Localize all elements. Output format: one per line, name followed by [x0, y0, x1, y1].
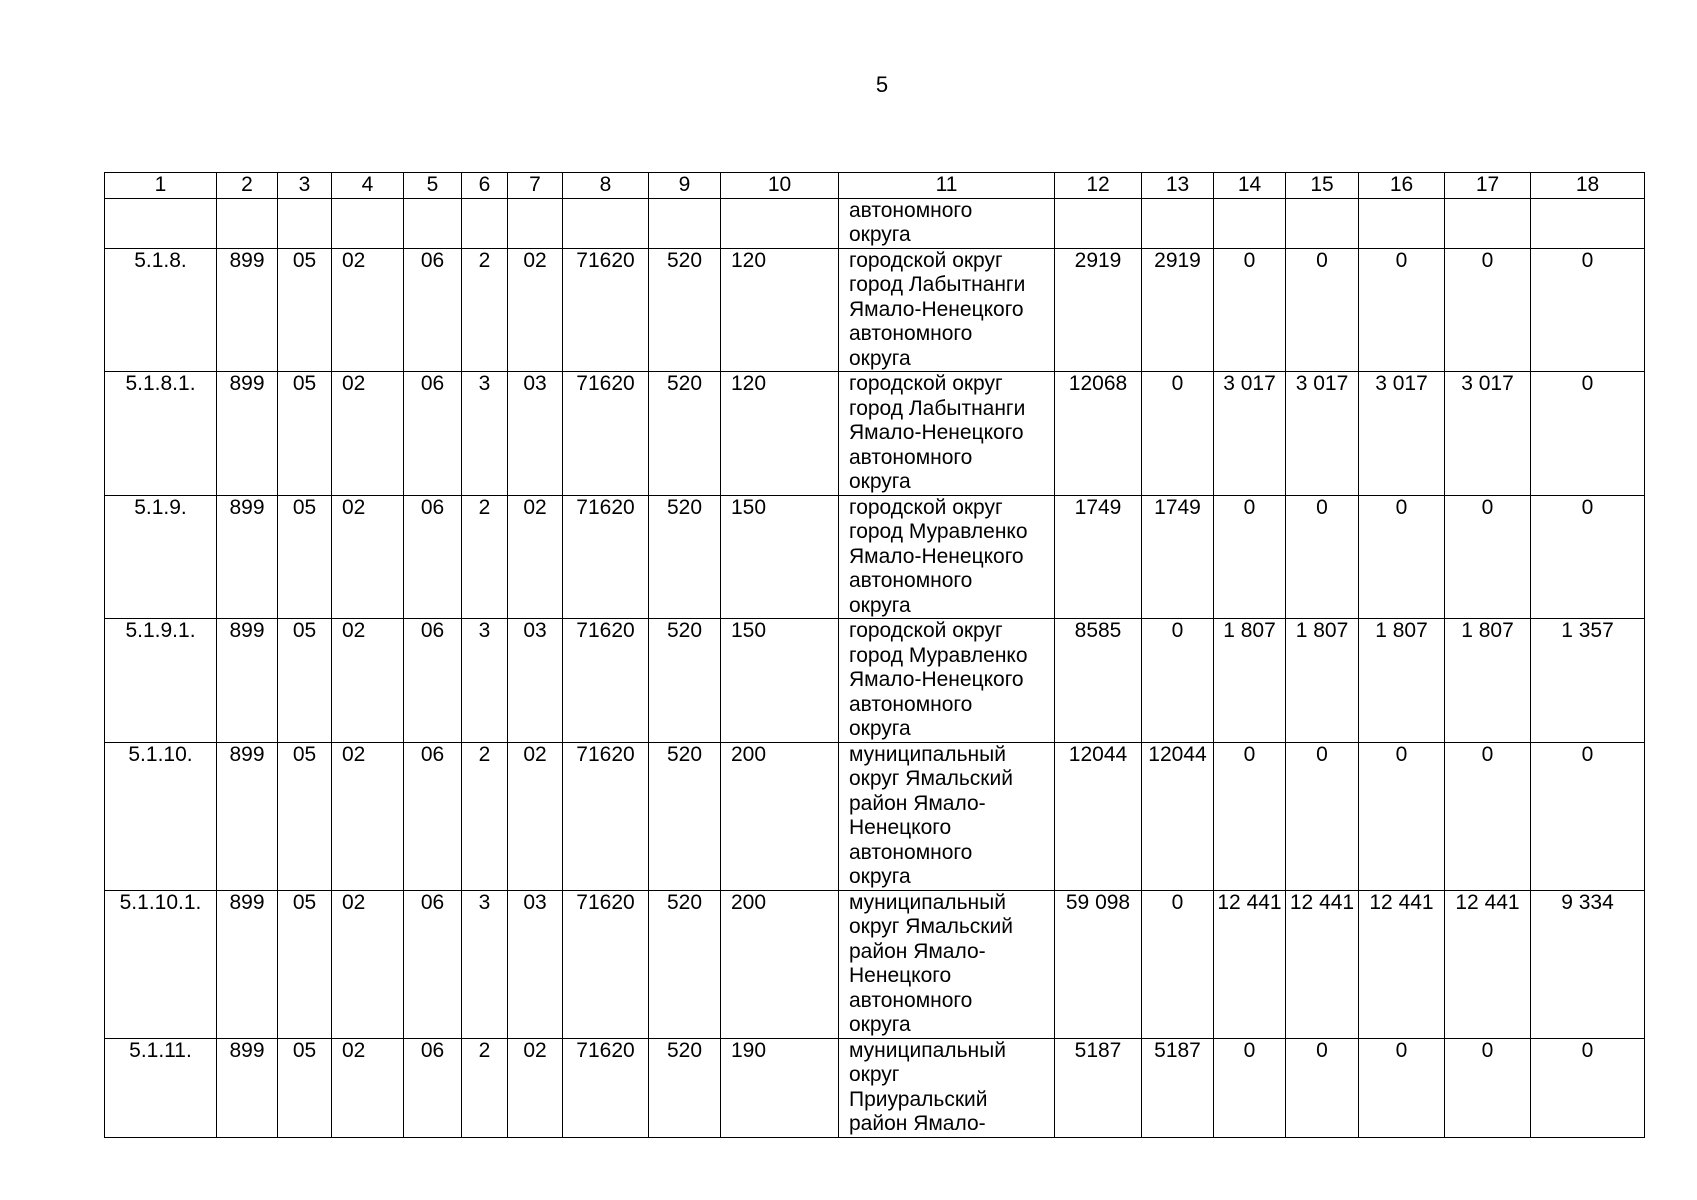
amount-cell: 8585 — [1055, 619, 1142, 743]
description-line: город Муравленко — [849, 643, 1028, 667]
amount-cell: 5187 — [1142, 1038, 1214, 1137]
page-number: 5 — [875, 72, 889, 97]
amount-cell: 0 — [1214, 742, 1286, 890]
code-cell: 06 — [404, 619, 462, 743]
amount-cell: 12044 — [1142, 742, 1214, 890]
amount-cell: 1749 — [1055, 495, 1142, 619]
description-cell — [839, 619, 1055, 743]
description-line: городской округ — [849, 248, 1003, 272]
code-cell: 899 — [217, 1038, 278, 1137]
code-cell: 200 — [721, 742, 839, 890]
code-cell: 06 — [404, 1038, 462, 1137]
description-line: район Ямало- — [849, 791, 986, 815]
column-number: 8 — [563, 173, 649, 199]
table-body — [105, 248, 1645, 1137]
column-number: 15 — [1286, 173, 1359, 199]
code-cell: 06 — [404, 495, 462, 619]
amount-cell: 0 — [1531, 372, 1645, 496]
amount-cell: 0 — [1531, 495, 1645, 619]
description-line: округа — [849, 865, 911, 888]
amount-cell: 1 807 — [1286, 619, 1359, 743]
table-row — [105, 248, 1645, 372]
code-cell: 520 — [649, 495, 721, 619]
description-line: округ — [849, 1063, 900, 1086]
description-line: город Лабытнанги — [849, 273, 1026, 296]
code-cell: 06 — [404, 742, 462, 890]
code-cell: 05 — [278, 890, 332, 1038]
description-line: округа — [849, 346, 911, 370]
amount-cell: 0 — [1359, 495, 1445, 619]
code-cell: 899 — [217, 495, 278, 619]
description-line: автономного — [849, 198, 973, 222]
amount-cell: 1 807 — [1445, 619, 1531, 743]
row-number-cell: 5.1.10.1. — [105, 890, 217, 1038]
description-line: округа — [849, 717, 911, 740]
code-cell: 520 — [649, 372, 721, 496]
amount-cell: 0 — [1214, 495, 1286, 619]
column-number: 12 — [1055, 173, 1142, 199]
description-line: муниципальный — [849, 1038, 1006, 1062]
description-line: городской округ — [849, 372, 1003, 395]
column-number-row — [105, 173, 1645, 199]
amount-cell: 1 357 — [1531, 619, 1645, 743]
amount-cell: 0 — [1214, 1038, 1286, 1137]
amount-cell: 0 — [1142, 890, 1214, 1038]
description-line: городской округ — [849, 619, 1003, 642]
code-cell: 05 — [278, 742, 332, 890]
amount-cell: 3 017 — [1286, 372, 1359, 496]
amount-cell: 0 — [1286, 742, 1359, 890]
column-number: 10 — [721, 173, 839, 199]
code-cell: 06 — [404, 372, 462, 496]
code-cell: 3 — [462, 372, 508, 496]
description-line: Ненецкого — [849, 964, 952, 987]
description-line: автономного — [849, 569, 973, 592]
code-cell: 03 — [508, 372, 563, 496]
amount-cell: 0 — [1531, 742, 1645, 890]
description-line: округ Ямальский — [849, 915, 1013, 938]
code-cell: 05 — [278, 495, 332, 619]
table-row — [105, 619, 1645, 743]
amount-cell: 3 017 — [1359, 372, 1445, 496]
code-cell: 02 — [332, 248, 404, 372]
code-cell: 71620 — [563, 742, 649, 890]
table-row — [105, 372, 1645, 496]
description-cell — [839, 1038, 1055, 1137]
code-cell: 899 — [217, 248, 278, 372]
code-cell: 150 — [721, 495, 839, 619]
code-cell: 02 — [332, 890, 404, 1038]
description-line: район Ямало- — [849, 1112, 986, 1135]
description-line: городской округ — [849, 495, 1003, 519]
description-cell — [839, 890, 1055, 1038]
amount-cell: 0 — [1142, 619, 1214, 743]
description-cell — [839, 495, 1055, 619]
row-number-cell: 5.1.11. — [105, 1038, 217, 1137]
code-cell: 2 — [462, 742, 508, 890]
amount-cell: 3 017 — [1214, 372, 1286, 496]
amount-cell: 12 441 — [1214, 890, 1286, 1038]
column-number: 1 — [105, 173, 217, 199]
row-number-cell: 5.1.9.1. — [105, 619, 217, 743]
code-cell: 05 — [278, 248, 332, 372]
code-cell: 05 — [278, 1038, 332, 1137]
code-cell: 899 — [217, 742, 278, 890]
amount-cell: 0 — [1445, 1038, 1531, 1137]
column-number: 9 — [649, 173, 721, 199]
amount-cell: 0 — [1214, 248, 1286, 372]
description-line: Ямало-Ненецкого — [849, 544, 1024, 568]
code-cell: 06 — [404, 890, 462, 1038]
amount-cell: 1 807 — [1214, 619, 1286, 743]
code-cell: 2 — [462, 495, 508, 619]
code-cell: 02 — [508, 495, 563, 619]
code-cell: 05 — [278, 619, 332, 743]
budget-table — [104, 172, 1645, 1138]
amount-cell: 12 441 — [1359, 890, 1445, 1038]
table-row — [105, 742, 1645, 890]
description-line: автономного — [849, 840, 973, 864]
table-row — [105, 890, 1645, 1038]
code-cell: 06 — [404, 248, 462, 372]
row-number-cell: 5.1.9. — [105, 495, 217, 619]
description-line: Приуральский — [849, 1087, 988, 1111]
code-cell: 520 — [649, 1038, 721, 1137]
code-cell: 520 — [649, 619, 721, 743]
column-number: 18 — [1531, 173, 1645, 199]
description-line: город Муравленко — [849, 520, 1028, 543]
code-cell: 02 — [332, 495, 404, 619]
column-number: 11 — [839, 173, 1055, 199]
code-cell: 71620 — [563, 248, 649, 372]
column-number: 13 — [1142, 173, 1214, 199]
column-number: 14 — [1214, 173, 1286, 199]
code-cell: 02 — [332, 619, 404, 743]
description-line: муниципальный — [849, 742, 1006, 766]
code-cell: 190 — [721, 1038, 839, 1137]
code-cell: 02 — [508, 248, 563, 372]
code-cell: 02 — [508, 1038, 563, 1137]
row-number-cell: 5.1.8. — [105, 248, 217, 372]
amount-cell: 12 441 — [1286, 890, 1359, 1038]
description-line: Ямало-Ненецкого — [849, 297, 1024, 321]
continuation-row — [105, 198, 1645, 248]
amount-cell: 0 — [1286, 1038, 1359, 1137]
description-line: округ Ямальский — [849, 767, 1013, 790]
code-cell: 71620 — [563, 619, 649, 743]
description-line: автономного — [849, 988, 973, 1012]
code-cell: 71620 — [563, 1038, 649, 1137]
description-line: Ненецкого — [849, 816, 952, 839]
row-number-cell: 5.1.8.1. — [105, 372, 217, 496]
code-cell: 3 — [462, 619, 508, 743]
description-cell — [839, 248, 1055, 372]
amount-cell: 0 — [1286, 248, 1359, 372]
code-cell: 2 — [462, 248, 508, 372]
code-cell: 03 — [508, 619, 563, 743]
code-cell: 520 — [649, 742, 721, 890]
description-line: город Лабытнанги — [849, 396, 1026, 420]
code-cell: 02 — [332, 1038, 404, 1137]
description-line: район Ямало- — [849, 939, 986, 963]
code-cell: 71620 — [563, 890, 649, 1038]
table-row — [105, 1038, 1645, 1137]
description-cell — [839, 742, 1055, 890]
column-number: 4 — [332, 173, 404, 199]
amount-cell: 2919 — [1142, 248, 1214, 372]
code-cell: 899 — [217, 619, 278, 743]
amount-cell: 1749 — [1142, 495, 1214, 619]
amount-cell: 0 — [1445, 495, 1531, 619]
code-cell: 02 — [332, 742, 404, 890]
amount-cell: 2919 — [1055, 248, 1142, 372]
description-cell — [839, 372, 1055, 496]
description-line: автономного — [849, 322, 973, 345]
description-line: Ямало-Ненецкого — [849, 668, 1024, 691]
description-cell — [839, 198, 1055, 248]
code-cell: 2 — [462, 1038, 508, 1137]
description-line: округа — [849, 470, 911, 493]
amount-cell: 59 098 — [1055, 890, 1142, 1038]
column-number: 16 — [1359, 173, 1445, 199]
amount-cell: 0 — [1531, 1038, 1645, 1137]
amount-cell: 0 — [1286, 495, 1359, 619]
code-cell: 03 — [508, 890, 563, 1038]
amount-cell: 0 — [1142, 372, 1214, 496]
amount-cell: 3 017 — [1445, 372, 1531, 496]
row-number-cell: 5.1.10. — [105, 742, 217, 890]
amount-cell: 1 807 — [1359, 619, 1445, 743]
description-line: автономного — [849, 445, 973, 469]
code-cell: 200 — [721, 890, 839, 1038]
column-number: 7 — [508, 173, 563, 199]
amount-cell: 12068 — [1055, 372, 1142, 496]
amount-cell: 0 — [1359, 248, 1445, 372]
code-cell: 71620 — [563, 495, 649, 619]
amount-cell: 0 — [1445, 248, 1531, 372]
amount-cell: 12044 — [1055, 742, 1142, 890]
code-cell: 71620 — [563, 372, 649, 496]
column-number: 5 — [404, 173, 462, 199]
code-cell: 520 — [649, 248, 721, 372]
code-cell: 899 — [217, 372, 278, 496]
code-cell: 120 — [721, 248, 839, 372]
amount-cell: 5187 — [1055, 1038, 1142, 1137]
column-number: 17 — [1445, 173, 1531, 199]
code-cell: 150 — [721, 619, 839, 743]
code-cell: 02 — [508, 742, 563, 890]
column-number: 2 — [217, 173, 278, 199]
amount-cell: 0 — [1531, 248, 1645, 372]
code-cell: 120 — [721, 372, 839, 496]
description-line: округа — [849, 1013, 911, 1036]
code-cell: 520 — [649, 890, 721, 1038]
amount-cell: 0 — [1445, 742, 1531, 890]
table-row — [105, 495, 1645, 619]
code-cell: 899 — [217, 890, 278, 1038]
description-line: муниципальный — [849, 890, 1006, 914]
amount-cell: 0 — [1359, 1038, 1445, 1137]
amount-cell: 12 441 — [1445, 890, 1531, 1038]
column-number: 6 — [462, 173, 508, 199]
column-number: 3 — [278, 173, 332, 199]
code-cell: 05 — [278, 372, 332, 496]
description-line: Ямало-Ненецкого — [849, 421, 1024, 444]
amount-cell: 0 — [1359, 742, 1445, 890]
code-cell: 02 — [332, 372, 404, 496]
code-cell: 3 — [462, 890, 508, 1038]
description-line: округа — [849, 223, 911, 246]
description-line: автономного — [849, 692, 973, 716]
description-line: округа — [849, 593, 911, 617]
amount-cell: 9 334 — [1531, 890, 1645, 1038]
